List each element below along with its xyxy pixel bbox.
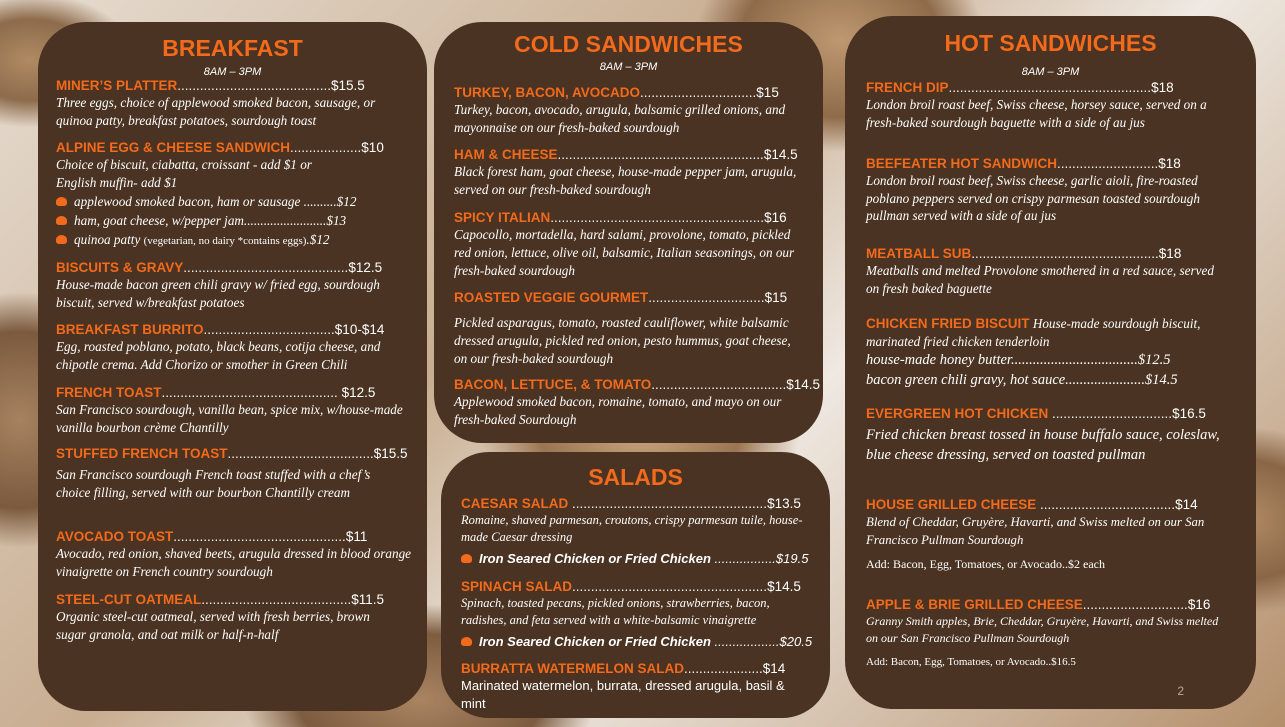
menu-item [454, 376, 821, 429]
menu-item [56, 591, 413, 644]
menu-item [461, 495, 812, 568]
item-name: CAESAR SALAD [461, 496, 569, 511]
item-name: AVOCADO TOAST [56, 529, 174, 544]
dot-leader: ..................... [683, 661, 763, 676]
hot-sandwiches-panel [845, 16, 1256, 709]
menu-item [866, 245, 1230, 298]
item-description: Pickled asparagus, tomato, roasted cauliflower, white balsamic dressed arugula, pickled red onion, pesto hummus, goat cheese, on our fresh-baked sourdough [454, 315, 791, 366]
item-price: $15 [756, 85, 779, 100]
item-name: BURRATTA WATERMELON SALAD [461, 661, 684, 676]
sub-option-price: $12.5 [1137, 352, 1171, 368]
item-price: $16 [764, 210, 787, 225]
item-description: Black forest ham, goat cheese, house-made pepper jam, arugula, served on our fresh-baked sourdough [454, 164, 797, 197]
item-price: $15 [764, 290, 788, 305]
item-price: $14.5 [763, 147, 798, 162]
dot-leader: ....................................... [227, 446, 374, 461]
item-price: $18 [1158, 156, 1181, 171]
sub-option [56, 230, 413, 251]
bullet-icon [56, 216, 67, 225]
item-price: $14.5 [786, 377, 821, 392]
item-description: Choice of biscuit, ciabatta, croissant - add $1 or English muffin- add $1 [56, 157, 312, 190]
item-description: Granny Smith apples, Brie, Cheddar, Gruyère, Havarti, and Swiss melted on our San Francisco Pullman Sourdough [866, 614, 1219, 645]
menu-item [56, 384, 413, 437]
dot-leader: ............................... [648, 290, 765, 305]
page-number: 2 [1177, 684, 1184, 698]
option-price: $20.5 [779, 634, 813, 649]
item-description: Fried chicken breast tossed in house buffalo sauce, coleslaw, blue cheese dressing, served on toasted pullman [866, 427, 1220, 463]
menu-item [56, 321, 413, 374]
sub-option-note: (vegetarian, no dairy *contains eggs) [143, 235, 307, 247]
item-description: Avocado, red onion, shaved beets, arugula dressed in blood orange vinaigrette on French country sourdough [56, 546, 412, 579]
item-name: HAM & CHEESE [454, 147, 558, 162]
item-name: CHICKEN FRIED BISCUIT [866, 316, 1030, 331]
breakfast-title: BREAKFAST [162, 35, 303, 61]
sub-option [56, 192, 413, 211]
item-name: FRENCH TOAST [56, 385, 162, 400]
item-name: BISCUITS & GRAVY [56, 260, 184, 275]
dot-leader: ............................................ [183, 260, 349, 275]
dot-leader: .................................................... [568, 496, 768, 511]
item-price: $10-$14 [334, 322, 385, 337]
menu-item [56, 528, 413, 581]
dot-leader: ................... [290, 140, 362, 155]
item-description: London broil roast beef, Swiss cheese, horsey sauce, served on a fresh-baked sourdough baguette with a side of au jus [866, 97, 1207, 130]
bullet-icon [461, 637, 472, 646]
menu-item [56, 445, 413, 502]
option-label: Iron Seared Chicken or Fried [479, 551, 661, 566]
sub-option [866, 351, 1230, 371]
item-price: $11.5 [351, 592, 385, 607]
item-description: London broil roast beef, Swiss cheese, garlic aioli, fire-roasted poblano peppers served on crispy parmesan toasted sourdough pullman served with a side of au jus [866, 173, 1200, 223]
menu-item [866, 155, 1230, 225]
cold-sandwiches-panel [434, 22, 823, 443]
menu-item [56, 77, 413, 130]
sub-option-price: $13 [326, 213, 347, 228]
item-price: $15.5 [373, 446, 408, 461]
dot-leader: ................................... [203, 322, 335, 337]
item-price: $14 [1175, 497, 1198, 512]
add-on-note: Add: Bacon, Egg, Tomatoes, or Avocado..$16.5 [866, 656, 1076, 668]
item-description: Egg, roasted poblano, potato, black beans, cotija cheese, and chipotle crema. Add Chorizo or smother in Green Chili [56, 339, 381, 372]
sub-option-price: $14.5 [1144, 371, 1178, 388]
item-price: $10 [361, 140, 384, 155]
dot-leader: ........................... [1057, 156, 1159, 171]
item-price: $11 [345, 529, 368, 544]
item-name: TURKEY, BACON, AVOCADO [454, 85, 641, 100]
dot-leader: ................................ [1048, 406, 1173, 421]
breakfast-hours: 8AM – 3PM [203, 66, 262, 78]
item-price: $18 [1151, 80, 1174, 95]
item-description: Meatballs and melted Provolone smothered in a red sauce, served on fresh baked baguette [866, 263, 1214, 296]
item-price: $15.5 [331, 78, 365, 93]
sub-option-dot: . [306, 232, 310, 247]
item-price: $18 [1158, 246, 1182, 261]
dot-leader: ......................................... [177, 78, 332, 93]
item-name: MEATBALL SUB [866, 246, 972, 261]
item-description: Romaine, shaved parmesan, croutons, crispy parmesan tuile, house-made Caesar dressing [461, 513, 803, 544]
hot-sandwiches-title: HOT SANDWICHES [944, 30, 1157, 56]
item-description: San Francisco sourdough, vanilla bean, spice mix, w/house-made vanilla bourbon crème Chantilly [56, 402, 403, 435]
item-name: BEEFEATER HOT SANDWICH [866, 156, 1057, 171]
item-description-inline: House-made sourdough biscuit, [1029, 316, 1201, 331]
add-protein-option [461, 633, 812, 651]
item-price: $12.5 [348, 260, 383, 275]
item-name: ROASTED VEGGIE GOURMET [454, 290, 649, 305]
item-description: House-made bacon green chili gravy w/ fried egg, sourdough biscuit, served w/breakfast potatoes [56, 277, 380, 310]
cold-sandwiches-title: COLD SANDWICHES [514, 31, 743, 57]
item-price: $14.5 [767, 579, 801, 594]
add-on-note: Add: Bacon, Egg, Tomatoes, or Avocado..$2 each [866, 557, 1105, 571]
item-description: marinated fried chicken tenderloin [866, 334, 1050, 349]
bullet-icon [56, 235, 67, 244]
item-name: SPINACH SALAD [461, 579, 573, 594]
item-name: STUFFED FRENCH TOAST [56, 446, 228, 461]
salads-title: SALADS [588, 464, 683, 490]
sub-option-label: ham, goat cheese, w/pepper jam......................... [74, 213, 327, 228]
option-label: Iron Seared Chicken or Fried Chicken [479, 634, 711, 649]
dot-leader: ............................... [640, 85, 757, 100]
sub-option-label: applewood smoked bacon, ham or sausage .......... [74, 194, 337, 209]
item-description: Marinated watermelon, burrata, dressed arugula, basil & mint [461, 678, 785, 711]
item-name: MINER’S PLATTER [56, 78, 178, 93]
dot-leader: .................................... [651, 377, 787, 392]
option-price: $19.5 [775, 551, 809, 566]
menu-item [454, 84, 807, 137]
menu-item [866, 596, 1230, 671]
dot-leader: ............................................... [161, 385, 342, 400]
dot-leader: .................................................. [971, 246, 1159, 261]
add-protein-option [461, 550, 812, 568]
dot-leader: ................. [710, 551, 776, 566]
bullet-icon [56, 197, 67, 206]
item-name: ALPINE EGG & CHEESE SANDWICH [56, 140, 291, 155]
menu-item [454, 289, 807, 368]
item-price: $13.5 [767, 496, 801, 511]
menu-item [461, 660, 812, 713]
hot-sandwiches-hours: 8AM – 3PM [1021, 66, 1080, 78]
menu-item [866, 496, 1230, 573]
item-description: Capocollo, mortadella, hard salami, provolone, tomato, pickled red onion, lettuce, olive oil, balsamic, Italian seasonings, on our fresh-baked sourdough [454, 227, 795, 278]
item-description: San Francisco sourdough French toast stuffed with a chef’s choice filling, served with our bourbon Chantilly cream [56, 467, 371, 500]
item-price: $16.5 [1172, 406, 1206, 421]
dot-leader: ...................................................... [948, 80, 1152, 95]
menu-item [866, 315, 1230, 390]
dot-leader: ........................................ [201, 592, 352, 607]
menu-item [454, 209, 807, 280]
item-price: $16 [1187, 597, 1211, 612]
item-description: Blend of Cheddar, Gruyère, Havarti, and Swiss melted on our San Francisco Pullman Sourdough [866, 515, 1205, 547]
cold-sandwiches-hours: 8AM – 3PM [599, 61, 658, 73]
dot-leader: .................................................... [572, 579, 768, 594]
item-name: APPLE & BRIE GRILLED CHEESE [866, 597, 1083, 612]
item-name: BREAKFAST BURRITO [56, 322, 204, 337]
menu-item [866, 79, 1230, 132]
dot-leader: .................................... [1036, 497, 1176, 512]
sub-option [866, 371, 1230, 391]
dot-leader: .................. [710, 634, 780, 649]
item-description: Spinach, toasted pecans, pickled onions, strawberries, bacon, radishes, and feta served with a white-balsamic vinaigrette [461, 596, 770, 627]
item-price: $12.5 [341, 385, 376, 400]
item-name: STEEL-CUT OATMEAL [56, 592, 202, 607]
item-description: Turkey, bacon, avocado, arugula, balsamic grilled onions, and mayonnaise on our fresh-baked sourdough [454, 102, 786, 135]
menu-item [461, 578, 812, 651]
sub-option-label: quinoa patty [74, 232, 144, 247]
menu-item [866, 405, 1230, 465]
menu-item [454, 146, 807, 199]
dot-leader: ............................ [1082, 597, 1188, 612]
item-price: $14 [762, 661, 786, 676]
item-description: Three eggs, choice of applewood smoked bacon, sausage, or quinoa patty, breakfast potatoes, sourdough toast [56, 95, 376, 128]
sub-option [56, 211, 413, 230]
bullet-icon [461, 554, 472, 563]
item-description: Organic steel-cut oatmeal, served with fresh berries, brown sugar granola, and oat milk or half-n-half [56, 609, 370, 642]
item-name: HOUSE GRILLED CHEESE [866, 497, 1037, 512]
sub-option-label: bacon green chili gravy, hot sauce...................... [866, 371, 1145, 388]
sub-option-price: $12 [336, 194, 357, 209]
item-name: SPICY ITALIAN [454, 210, 551, 225]
sub-option-label: house-made honey butter................................... [866, 352, 1138, 368]
breakfast-panel [38, 22, 427, 711]
item-name: FRENCH DIP [866, 80, 949, 95]
item-name: BACON, LETTUCE, & TOMATO [454, 377, 652, 392]
option-label-bold: Chicken [660, 551, 711, 566]
sub-option-price: $12 [309, 232, 330, 247]
menu-item [56, 259, 413, 312]
item-name: EVERGREEN HOT CHICKEN [866, 406, 1049, 421]
item-description: Applewood smoked bacon, romaine, tomato, and mayo on our fresh-baked Sourdough [454, 394, 782, 427]
dot-leader: ....................................................... [557, 147, 764, 162]
salads-panel [441, 452, 830, 718]
dot-leader: .............................................. [173, 529, 346, 544]
menu-item [56, 139, 413, 251]
dot-leader: ......................................................... [550, 210, 765, 225]
